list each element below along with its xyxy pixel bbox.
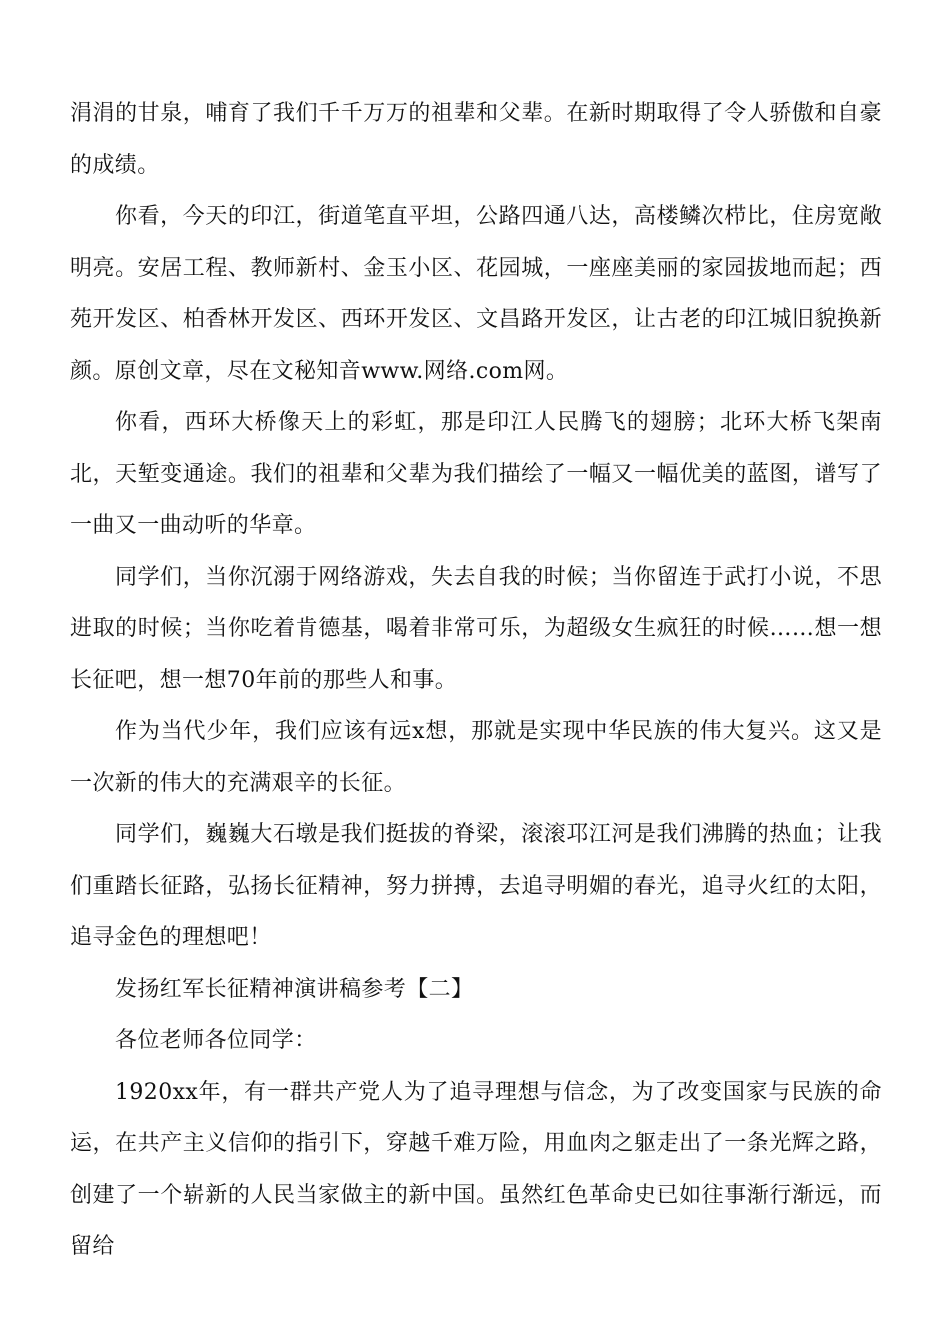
paragraph-youth-ideal: 作为当代少年，我们应该有远x想，那就是实现中华民族的伟大复兴。这又是一次新的伟大的充满艰辛的长征。 [70,719,882,796]
paragraph-students-reflect: 同学们，当你沉溺于网络游戏，失去自我的时候；当你留连于武打小说，不思进取的时候；当你吃着肯德基，喝着非常可乐，为超级女生疯狂的时候……想一想长征吧，想一想70年前的那些人和事。 [70,564,882,693]
paragraph-yinjiang-today: 你看，今天的印江，街道笔直平坦，公路四通八达，高楼鳞次栉比，住房宽敞明亮。安居工程、教师新村、金玉小区、花园城，一座座美丽的家园拔地而起；西苑开发区、柏香林开发区、西环开发区、文昌路开发区，让古老的印江城旧貌换新颜。原创文章，尽在文秘知音www.网络.com网。 [70,204,882,384]
paragraph-call-to-action: 同学们，巍巍大石墩是我们挺拔的脊梁，滚滚邛江河是我们沸腾的热血；让我们重踏长征路，弘扬长征精神，努力拼搏，去追寻明媚的春光，追寻火红的太阳，追寻金色的理想吧！ [70,822,882,950]
paragraph-continuation: 涓涓的甘泉，哺育了我们千千万万的祖辈和父辈。在新时期取得了令人骄傲和自豪的成绩。 [70,101,882,178]
paragraph-bridges: 你看，西环大桥像天上的彩虹，那是印江人民腾飞的翅膀；北环大桥飞架南北，天堑变通途。我们的祖辈和父辈为我们描绘了一幅又一幅优美的蓝图，谱写了一曲又一曲动听的华章。 [70,410,882,538]
section-heading: 发扬红军长征精神演讲稿参考【二】 [115,976,474,1002]
salutation: 各位老师各位同学： [115,1028,317,1053]
document-body [70,88,882,1273]
paragraph-history: 1920xx年，有一群共产党人为了追寻理想与信念，为了改变国家与民族的命运，在共产主义信仰的指引下，穿越千难万险，用血肉之躯走出了一条光辉之路，创建了一个崭新的人民当家做主的新中国。虽然红色革命史已如往事渐行渐远，而留给 [70,1079,882,1259]
